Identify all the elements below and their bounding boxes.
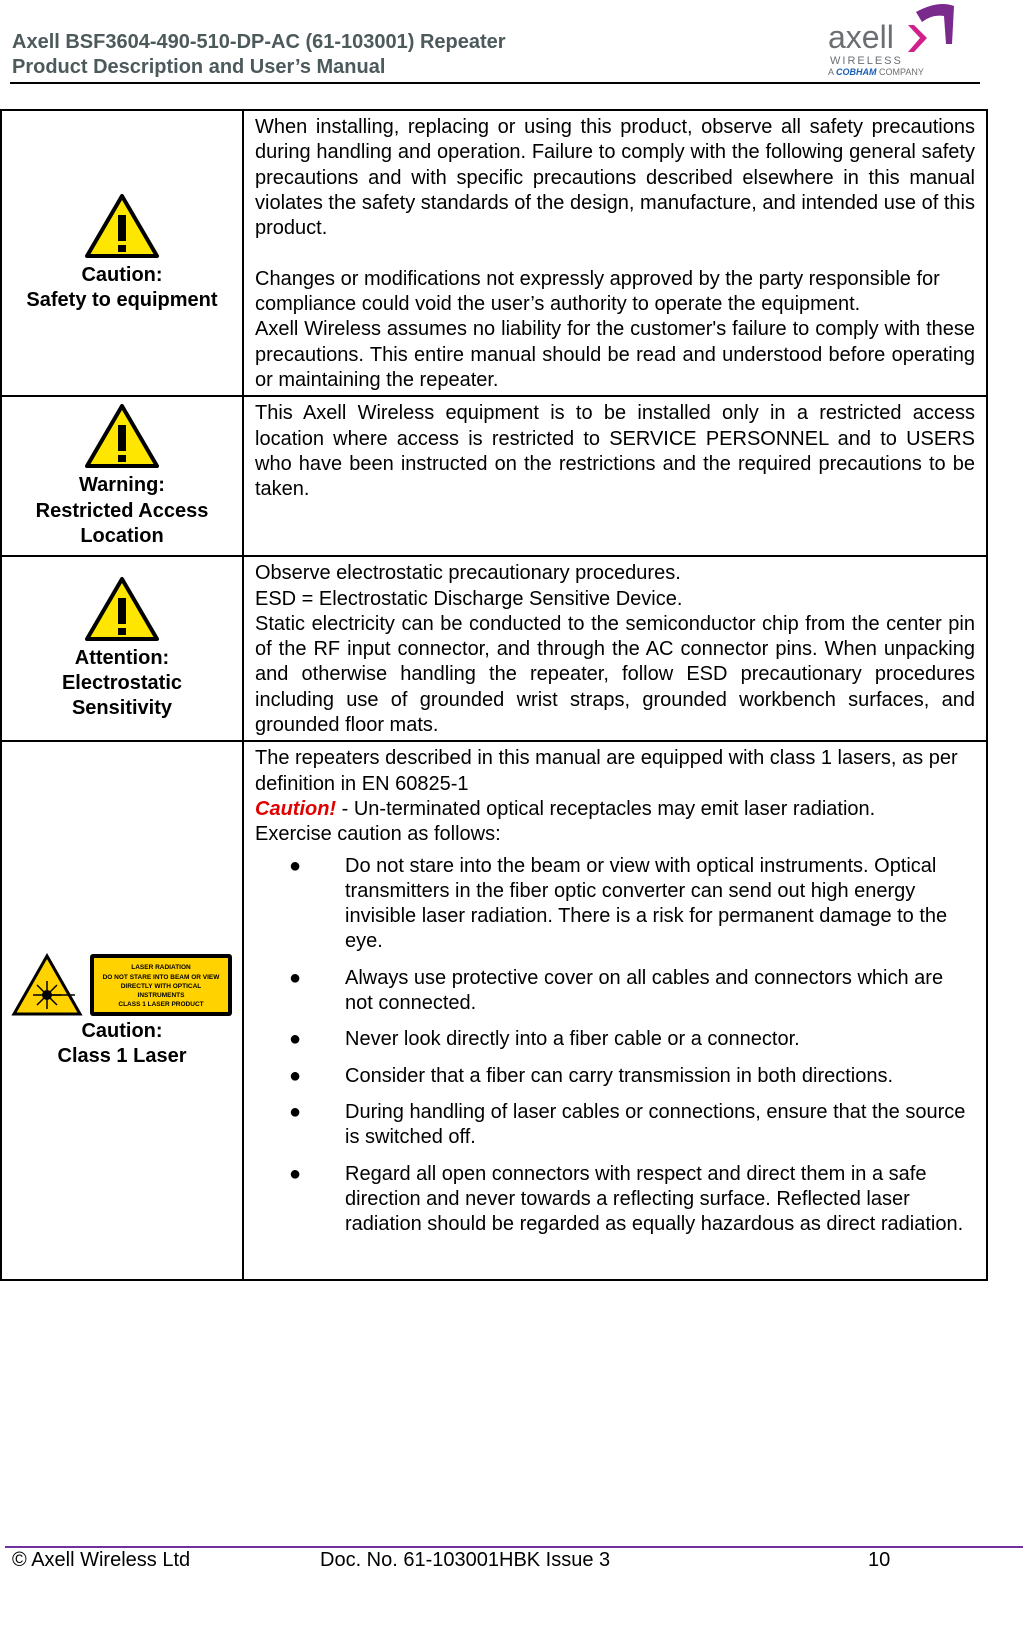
- list-item-text: During handling of laser cables or connections, ensure that the source is switched off.: [345, 1100, 966, 1149]
- list-item-text: Regard all open connectors with respect and direct them in a safe direction and never towards a reflecting surface. Reflected laser radiation should be regarded as equally hazardous as direct radiation.: [345, 1162, 964, 1236]
- svg-text:axell: axell: [828, 19, 894, 55]
- warning-text-cell: [243, 396, 987, 556]
- label-heading: Caution:: [81, 263, 163, 286]
- label-heading: Caution:: [81, 1019, 163, 1042]
- svg-text:DIRECTLY WITH OPTICAL: DIRECTLY WITH OPTICAL: [120, 982, 202, 990]
- safety-table: [0, 109, 988, 1281]
- table-row: [1, 741, 987, 1280]
- svg-text:LASER RADIATION: LASER RADIATION: [131, 963, 191, 971]
- label-subheading: Safety to equipment: [26, 289, 218, 312]
- svg-text:CLASS 1 LASER PRODUCT: CLASS 1 LASER PRODUCT: [118, 1000, 204, 1008]
- paragraph: Static electricity can be conducted to the semiconductor chip from the center pin of the RF input connector, and through the AC connector pins. When unpacking and otherwise handling the repeater, follow ESD precautionary procedures including use of grounded wrist straps, grounded workbench surfaces, and grounded floor mats.: [255, 612, 975, 737]
- paragraph: When installing, replacing or using this product, observe all safety precautions during handling and operation. Failure to comply with the following general safety precautions and with specific precautions described elsewhere in this manual violates the safety standards of the design, manufacture, and intended use of this product.: [255, 116, 975, 240]
- safety-text-cell: [243, 110, 987, 396]
- bullet-icon: ●: [289, 1100, 302, 1123]
- paragraph: Observe electrostatic precautionary procedures.: [255, 562, 681, 585]
- footer-page-number: 10: [868, 1549, 891, 1571]
- table-row: [1, 110, 987, 396]
- safety-label-cell: [1, 110, 243, 396]
- paragraph: Axell Wireless assumes no liability for the customer's failure to comply with these precautions. This entire manual should be read and understood before operating or maintaining the repeater.: [255, 318, 975, 391]
- paragraph: This Axell Wireless equipment is to be installed only in a restricted access location where access is restricted to SERVICE PERSONNEL and to USERS who have been instructed on the restrictions and the required precautions to be taken.: [255, 402, 975, 501]
- bullet-icon: ●: [289, 854, 302, 877]
- footer-rule: [5, 1546, 1023, 1548]
- label-subheading: Restricted Access Location: [35, 499, 209, 547]
- laser-precautions-list: [255, 854, 975, 1238]
- esd-label-cell: [1, 556, 243, 741]
- table-row: [1, 396, 987, 556]
- label-heading: Warning:: [79, 474, 165, 497]
- paragraph: The repeaters described in this manual are equipped with class 1 lasers, as per definition in EN 60825-1: [255, 747, 958, 795]
- bullet-icon: ●: [289, 1028, 302, 1051]
- paragraph: Changes or modifications not expressly approved by the party responsible for compliance could void the user’s authority to operate the equipment.: [255, 267, 940, 316]
- svg-text:WIRELESS: WIRELESS: [830, 55, 903, 67]
- list-item: [255, 1100, 975, 1151]
- laser-label-cell: [1, 741, 243, 1280]
- header-rule: [10, 82, 980, 84]
- header-subtitle: Product Description and User’s Manual: [12, 56, 386, 78]
- list-item: [255, 1064, 975, 1089]
- svg-text:DO NOT STARE INTO BEAM OR VIEW: DO NOT STARE INTO BEAM OR VIEW: [102, 973, 220, 981]
- label-subheading: Electrostatic Sensitivity: [61, 672, 183, 720]
- footer-copyright: © Axell Wireless Ltd: [12, 1549, 191, 1571]
- list-item-text: Always use protective cover on all cables and connectors which are not connected.: [345, 966, 944, 1015]
- label-heading: Attention:: [74, 646, 170, 669]
- paragraph: Exercise caution as follows:: [255, 823, 501, 846]
- list-item-text: Consider that a fiber can carry transmission in both directions.: [345, 1064, 894, 1087]
- label-subheading: Class 1 Laser: [57, 1044, 187, 1067]
- bullet-icon: ●: [289, 1064, 302, 1087]
- bullet-icon: ●: [289, 1162, 302, 1185]
- warning-label-cell: [1, 396, 243, 556]
- list-item-text: Never look directly into a fiber cable or a connector.: [345, 1028, 800, 1051]
- list-item: [255, 854, 975, 955]
- esd-text-cell: [243, 556, 987, 741]
- laser-text-cell: [243, 741, 987, 1280]
- svg-text:INSTRUMENTS: INSTRUMENTS: [137, 991, 185, 999]
- caution-text: - Un-terminated optical receptacles may emit laser radiation.: [336, 797, 876, 820]
- warning-triangle-icon: [84, 576, 160, 642]
- table-row: [1, 556, 987, 741]
- warning-triangle-icon: [84, 403, 160, 469]
- warning-triangle-icon: [84, 193, 160, 259]
- list-item: [255, 966, 975, 1017]
- caution-paragraph: [255, 797, 975, 822]
- list-item-text: Do not stare into the beam or view with optical instruments. Optical transmitters in the fiber optic converter can send out high energy invisible laser radiation. There is a risk for permanent damage to the eye.: [345, 854, 948, 953]
- list-item: [255, 1027, 975, 1052]
- paragraph: ESD = Electrostatic Discharge Sensitive Device.: [255, 587, 683, 610]
- svg-text:A COBHAM COMPANY: A COBHAM COMPANY: [828, 67, 924, 77]
- laser-warning-label: [89, 953, 233, 1017]
- caution-word: Caution!: [255, 797, 337, 820]
- list-item: [255, 1162, 975, 1238]
- bullet-icon: ●: [289, 966, 302, 989]
- footer-doc-number: Doc. No. 61-103001HBK Issue 3: [320, 1549, 611, 1571]
- document-header: [12, 30, 506, 80]
- axell-logo: [828, 0, 958, 78]
- laser-warning-icon: [11, 953, 83, 1017]
- header-title: Axell BSF3604-490-510-DP-AC (61-103001) Repeater: [12, 31, 506, 53]
